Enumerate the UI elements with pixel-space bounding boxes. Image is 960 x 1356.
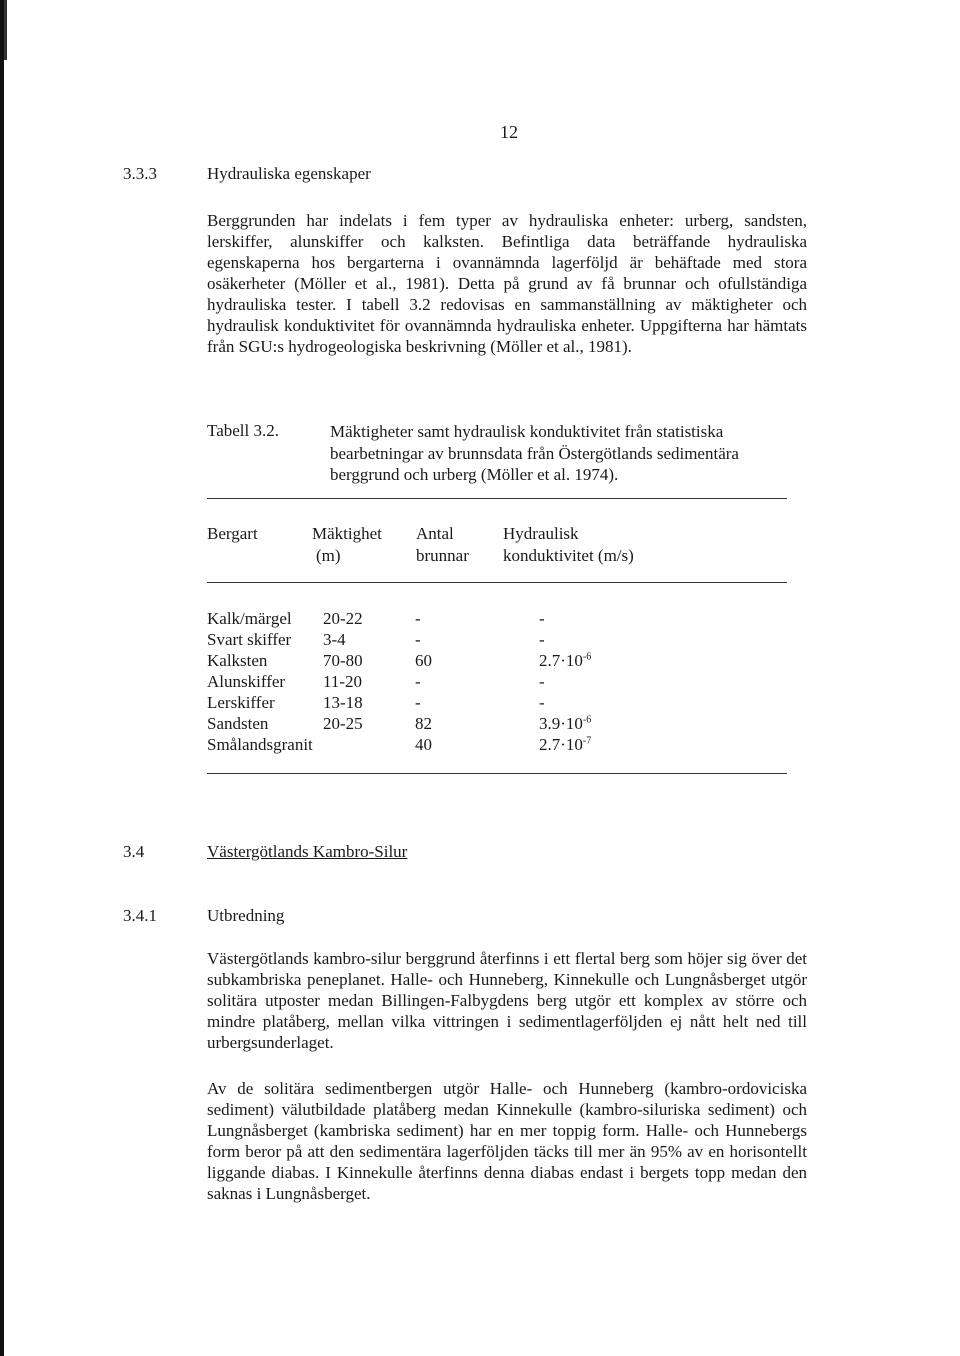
header-antal-line2: brunnar: [416, 546, 469, 565]
cell-konduktivitet-mantissa: 2.7·10: [539, 651, 583, 670]
header-konduktivitet: [503, 523, 634, 567]
table-row: [207, 692, 807, 713]
cell-maktighet: 20-25: [323, 714, 363, 733]
cell-antal: -: [415, 672, 421, 691]
header-antal-line1: Antal: [416, 524, 454, 543]
cell-bergart: Sandsten: [207, 714, 269, 733]
cell-konduktivitet: [539, 713, 591, 734]
header-antal: [416, 523, 469, 567]
table-header-rule: [207, 582, 787, 583]
table-row: [207, 713, 807, 734]
cell-bergart: Alunskiffer: [207, 672, 286, 691]
table-row: [207, 671, 807, 692]
cell-konduktivitet-exponent: -6: [582, 651, 592, 663]
cell-konduktivitet: [539, 734, 591, 755]
cell-konduktivitet: -: [539, 672, 545, 691]
table-row: [207, 629, 807, 650]
table-top-rule: [207, 498, 787, 499]
table-row: [207, 734, 807, 755]
cell-maktighet: 11-20: [323, 672, 363, 691]
cell-konduktivitet: -: [539, 693, 545, 712]
cell-antal: 40: [415, 735, 432, 754]
cell-konduktivitet: -: [539, 609, 545, 628]
paragraph-text: Av de solitära sedimentbergen utgör Halle- och Hunneberg (kambro-ordoviciska sediment) välutbildade platåberg medan Kinnekulle (kambro-siluriska sediment) och Lungnåsberget (kambriska sediment) har en mer toppig form. Halle- och Hunnebergs form beror på att den sedimentära lagerföljden täcks till mer än 95% av en horisontellt liggande diabas. I Kinnekulle återfinns denna diabas endast i bergets topp medan den saknas i Lungnåsberget.: [207, 1079, 807, 1203]
table-row: [207, 650, 807, 671]
cell-antal: -: [415, 630, 421, 649]
section-title-vastergotlands-kambro-silur: Västergötlands Kambro-Silur: [207, 842, 408, 861]
cell-bergart: Kalk/märgel: [207, 609, 292, 628]
section-title-hydrauliska-egenskaper: Hydrauliska egenskaper: [207, 164, 371, 183]
cell-antal: 60: [415, 651, 432, 670]
paragraph-hydrauliska: [207, 210, 807, 357]
cell-konduktivitet-exponent: -7: [582, 735, 592, 747]
paragraph-utbredning-1: [207, 948, 807, 1053]
cell-bergart: Lerskiffer: [207, 693, 275, 712]
cell-antal: 82: [415, 714, 432, 733]
cell-maktighet: 13-18: [323, 693, 363, 712]
header-maktighet: [312, 523, 382, 567]
section-number-3-4-1: 3.4.1: [123, 906, 157, 925]
cell-bergart: Smålandsgranit: [207, 735, 313, 754]
paragraph-text: Västergötlands kambro-silur berggrund återfinns i ett flertal berg som höjer sig över det subkambriska peneplanet. Halle- och Hunneberg, Kinnekulle och Lungnåsberget utgör solitära utposter medan Billingen-Falbygdens berg utgör ett komplex av större och mindre platåberg, mellan vilka vittringen i sedimentlagerföljden ej nått helt ned till urbergsunderlaget.: [207, 949, 807, 1052]
paragraph-text: Berggrunden har indelats i fem typer av hydrauliska enheter: urberg, sandsten, lerskiffer, alunskiffer och kalksten. Befintliga data beträffande hydrauliska egenskaperna hos bergarterna i ovannämnda lagerföljd är behäftade med stora osäkerheter (Möller et al., 1981). Detta på grund av få brunnar och ofullständiga hydrauliska tester. I tabell 3.2 redovisas en sammanställning av mäktigheter och hydraulisk konduktivitet för ovannämnda hydrauliska enheter. Uppgifterna har hämtats från SGU:s hydrogeologiska beskrivning (Möller et al., 1981).: [207, 211, 807, 356]
cell-antal: -: [415, 609, 421, 628]
cell-konduktivitet-mantissa: 3.9·10: [539, 714, 583, 733]
cell-antal: -: [415, 693, 421, 712]
cell-maktighet: 70-80: [323, 651, 363, 670]
header-bergart: Bergart: [207, 524, 258, 543]
cell-konduktivitet: -: [539, 630, 545, 649]
section-number-3-4: 3.4: [123, 842, 145, 861]
header-maktighet-line2: (m): [316, 546, 341, 565]
cell-konduktivitet: [539, 650, 591, 671]
scan-edge-mark: [4, 0, 7, 60]
cell-maktighet: 20-22: [323, 609, 363, 628]
cell-maktighet: 3-4: [323, 630, 346, 649]
section-number-3-3-3: 3.3.3: [123, 164, 157, 183]
section-title-utbredning: Utbredning: [207, 906, 285, 925]
header-konduktivitet-line1: Hydraulisk: [503, 524, 579, 543]
table-row: [207, 608, 807, 629]
cell-konduktivitet-mantissa: 2.7·10: [539, 735, 583, 754]
cell-bergart: Kalksten: [207, 651, 268, 670]
cell-konduktivitet-exponent: -6: [582, 714, 592, 726]
header-konduktivitet-line2: konduktivitet (m/s): [503, 546, 634, 565]
table-bottom-rule: [207, 773, 787, 774]
table-caption-text: Mäktigheter samt hydraulisk konduktivitet från statistiska bearbetningar av brunnsdata från Östergötlands sedimentära berggrund och urberg (Möller et al. 1974).: [330, 422, 739, 484]
page-number: 12: [500, 122, 518, 142]
paragraph-utbredning-2: [207, 1078, 807, 1204]
scan-edge: [0, 0, 4, 1356]
header-maktighet-line1: Mäktighet: [312, 524, 382, 543]
cell-bergart: Svart skiffer: [207, 630, 292, 649]
table-caption-label: Tabell 3.2.: [207, 421, 279, 440]
